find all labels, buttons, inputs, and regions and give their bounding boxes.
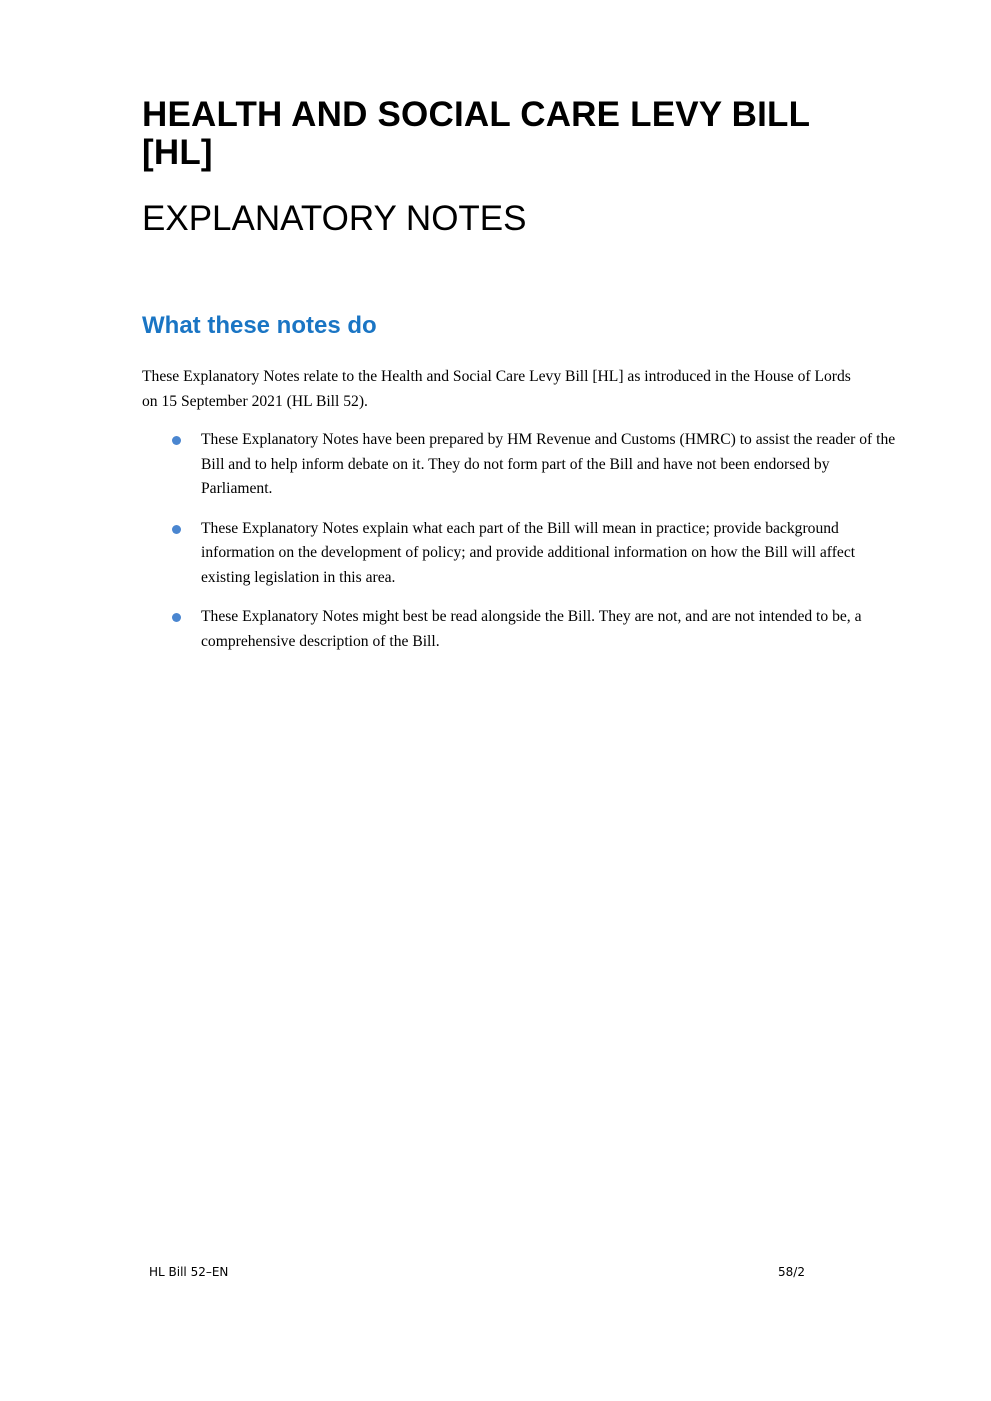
bullet-icon <box>172 613 181 622</box>
list-item <box>142 517 902 591</box>
footer-bill-reference: HL Bill 52–EN <box>149 1265 229 1279</box>
list-item-text: These Explanatory Notes explain what each part of the Bill will mean in practice; provide background information on the development of policy; and provide additional information on how the Bill will affect existing legislation in this area. <box>201 519 856 586</box>
bullet-icon <box>172 525 181 534</box>
section-heading: What these notes do <box>142 312 377 339</box>
list-item-text: These Explanatory Notes have been prepared by HM Revenue and Customs (HMRC) to assist the reader of the Bill and to help inform debate on it. They do not form part of the Bill and have not been endorsed by Parliament. <box>201 431 896 497</box>
intro-paragraph: These Explanatory Notes relate to the Health and Social Care Levy Bill [HL] as introduced in the House of Lords on 15 September 2021 (HL Bill 52). <box>142 368 851 410</box>
list-item <box>142 605 902 654</box>
document-title: HEALTH AND SOCIAL CARE LEVY BILL [HL] <box>142 95 810 172</box>
list-item-text: These Explanatory Notes might best be read alongside the Bill. They are not, and are not intended to be, a comprehensive description of the Bill. <box>201 608 862 650</box>
bullet-icon <box>172 436 181 445</box>
document-subtitle: EXPLANATORY NOTES <box>142 199 527 238</box>
list-item <box>142 428 902 502</box>
notes-bullet-list <box>142 428 902 669</box>
footer-page-number: 58/2 <box>778 1265 805 1279</box>
